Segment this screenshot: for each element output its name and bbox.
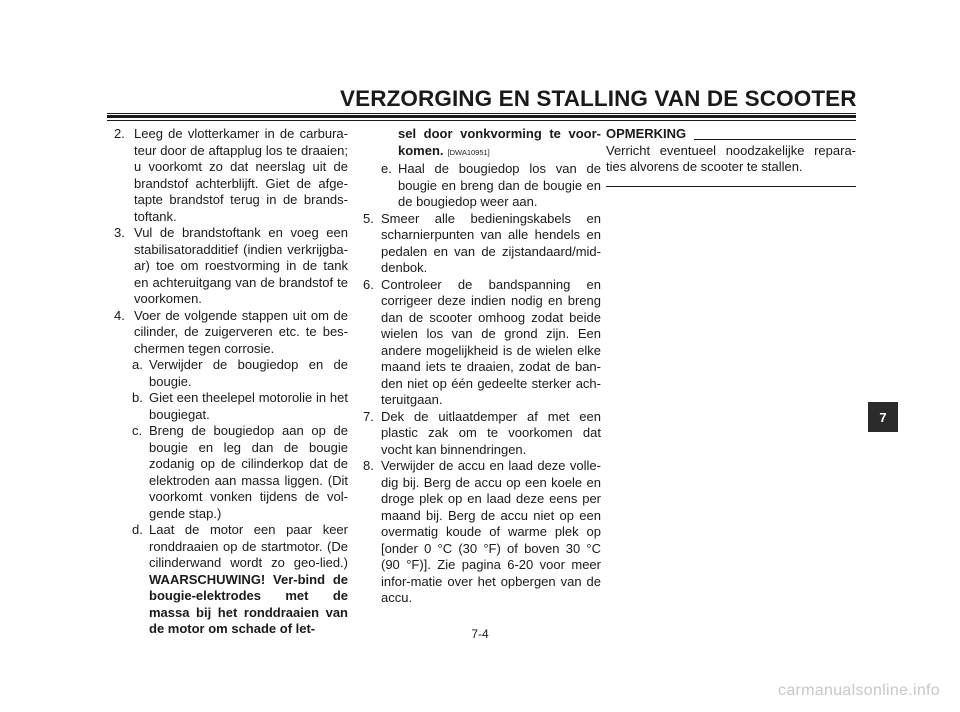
list-item [363, 211, 601, 277]
list-item-number: 7. [363, 408, 374, 424]
sub-item-letter: e. [381, 161, 392, 176]
sub-item-letter: a. [132, 357, 143, 372]
list-item [114, 308, 348, 358]
list-item-number: 4. [114, 307, 125, 323]
sub-item-text: Verwijder de bougiedop en de bougie. [149, 357, 348, 389]
warning-code: [DWA10951] [447, 147, 490, 157]
list-item-number: 6. [363, 276, 374, 292]
column-1 [114, 126, 348, 638]
list-item-text: Dek de uitlaatdemper af met een plastic zak om te voorkomen dat vocht kan binnendringen. [381, 408, 601, 457]
sub-list-item [132, 357, 348, 390]
list-item-number: 3. [114, 225, 125, 240]
note-header [606, 126, 856, 143]
list-item-number: 5. [363, 210, 374, 226]
list-item-text: Leeg de vlotterkamer in de carbura-teur door de aftapplug los te draaien; u voorkomt zo dat neerslag uit de brandstof achterblijft. Giet de afge-tapte brandstof terug in de brands-toftank. [134, 126, 348, 224]
note-header-rule [694, 139, 856, 140]
warning-text: WAARSCHUWING! Ver-bind de bougie-elektrodes met de massa bij het ronddraaien van de motor om schade of let- [149, 571, 348, 636]
list-item [363, 277, 601, 409]
sub-item-text: Laat de motor een paar keer ronddraaien op de startmotor. (De cilinderwand wordt zo geo-lied.) [149, 522, 348, 570]
list-item-number: 8. [363, 458, 374, 473]
list-item-number: 2. [114, 126, 125, 141]
header-rule [107, 113, 856, 121]
watermark: carmanualsonline.info [778, 682, 940, 699]
list-item [363, 409, 601, 459]
list-item-text: Verwijder de accu en laad deze volle-dig bij. Berg de accu op een koele en droge plek op en laad deze eens per maand bij. Berg de accu niet op een overmatig koude of warme plek op [onder 0 °C (30 °F) of boven 30 °C (90 °F)]. Zie pagina 6-20 voor meer infor-matie over het opbergen van de accu. [381, 458, 601, 605]
sub-item-letter: c. [132, 423, 143, 438]
list-item [114, 225, 348, 308]
page-header-title: VERZORGING EN STALLING VAN DE SCOOTER [340, 86, 857, 111]
list-item-text: Voer de volgende stappen uit om de cilinder, de zuigerveren etc. te bes-chermen tegen corrosie. [134, 307, 348, 356]
sub-list-item [132, 423, 348, 522]
list-item-text: Controleer de bandspanning en corrigeer deze indien nodig en breng dan de scooter omhoog zodat beide wielen los van de grond zijn. Een andere mogelijkheid is de wielen elke maand iets te draaien, zodat de ban-den niet op één gedeelte sterker ach-teruitgaan. [381, 276, 601, 407]
warning-continuation [381, 126, 601, 161]
warning-text-continued: sel door vonkvorming te voor-komen. [398, 126, 601, 158]
sub-list-item [381, 161, 601, 211]
sub-item-text: Haal de bougiedop los van de bougie en breng dan de bougie en de bougiedop weer aan. [398, 161, 601, 209]
sub-item-text-wrapper [149, 522, 348, 638]
sub-item-text: Breng de bougiedop aan op de bougie en leg dan de bougie zodanig op de cilinderkop dat de elektroden aan massa liggen. (Dit voorkomt vonken tijdens de vol-gende stap.) [149, 423, 348, 521]
note-text: Verricht eventueel noodzakelijke repara-ties alvorens de scooter te stallen. [606, 142, 856, 174]
chapter-tab: 7 [868, 402, 898, 432]
note-end-rule [606, 186, 856, 187]
note-heading: OPMERKING [606, 126, 687, 141]
sub-item-letter: d. [132, 522, 143, 537]
sub-item-letter: b. [132, 390, 143, 405]
list-item-text: Vul de brandstoftank en voeg een stabilisatoradditief (indien verkrijgba-ar) toe om roestvorming in de tank en achteruitgang van de brandstof te voorkomen. [134, 225, 348, 306]
spacer [381, 126, 398, 161]
note-box [606, 126, 856, 187]
sub-item-text: Giet een theelepel motorolie in het bougiegat. [149, 390, 348, 422]
page-number: 7-4 [471, 627, 489, 641]
column-2 [363, 126, 601, 607]
sub-list-item [132, 390, 348, 423]
warning-continuation-wrapper [398, 126, 601, 161]
sub-list-item [132, 522, 348, 638]
list-item-text: Smeer alle bedieningskabels en scharnierpunten van alle hendels en pedalen en van de zijstandaard/mid-denbok. [381, 210, 601, 275]
list-item [114, 126, 348, 225]
list-item [363, 458, 601, 607]
